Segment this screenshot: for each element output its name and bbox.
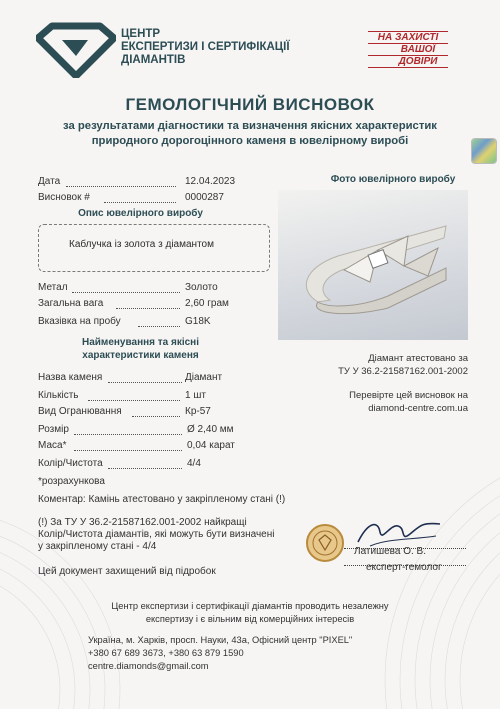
document-title: ГЕМОЛОГІЧНИЙ ВИСНОВОК (125, 95, 375, 114)
gold-seal-icon (305, 523, 345, 563)
expert-name: Латишева О. В. (354, 546, 426, 557)
note-line1: (!) За ТУ У 36.2-21587162.001-2002 найкращі (38, 517, 247, 528)
motto-line1: НА ЗАХИСТІ (368, 31, 448, 44)
comment-text: Коментар: Камінь атестовано у закріпленому стані (!) (38, 494, 286, 505)
ring-illustration (278, 190, 468, 340)
hallmark-label: Вказівка на пробу (38, 316, 121, 327)
size-value: Ø 2,40 мм (187, 424, 234, 435)
stone-name-label: Назва каменя (38, 372, 103, 383)
footer-address: Україна, м. Харків, просп. Науки, 43а, Офісний центр "PIXEL" (88, 635, 353, 645)
qty-label: Кількість (38, 390, 79, 401)
org-name-line3: ДІАМАНТІВ (121, 54, 186, 66)
cut-value: Кр-57 (185, 406, 211, 417)
footer-line1: Центр експертизи і сертифікації діамантів проводить незалежну (111, 601, 389, 611)
subtitle-line2: природного дорогоцінного каменя в ювелірному виробі (91, 135, 409, 147)
date-label: Дата (38, 176, 61, 187)
weight-label: Загальна вага (38, 298, 104, 309)
color-clarity-label: Колір/Чистота (38, 458, 103, 469)
number-value: 0000287 (185, 192, 224, 203)
verify-line1: Перевірте цей висновок на (349, 390, 468, 401)
photo-heading: Фото ювелірного виробу (330, 174, 456, 185)
certified-line2: ТУ У 36.2-21587162.001-2002 (338, 366, 468, 377)
motto-stamp (368, 31, 448, 68)
protected-note: Цей документ захищений від підробок (38, 566, 216, 577)
color-clarity-value: 4/4 (187, 458, 201, 469)
description-value: Каблучка із золота з діамантом (69, 239, 214, 250)
size-label: Розмір (38, 424, 69, 435)
note-line3: у закріпленому стані - 4/4 (38, 541, 157, 552)
verify-link[interactable]: diamond-centre.com.ua (368, 403, 468, 414)
hologram-sticker (472, 139, 496, 163)
footer-email[interactable]: centre.diamonds@gmail.com (88, 661, 209, 671)
ring-photo (278, 190, 468, 340)
metal-value: Золото (185, 282, 218, 293)
stone-heading-line1: Найменування та якісні (82, 337, 199, 348)
footer-line2: експертизу і є вільним від комерційних інтересів (145, 614, 355, 624)
description-heading: Опис ювелірного виробу (78, 208, 203, 219)
cut-label: Вид Огранювання (38, 406, 122, 417)
calculated-note: *розрахункова (38, 476, 105, 487)
org-name-line1: ЦЕНТР (121, 28, 161, 40)
motto-line2: ВАШОЇ (368, 44, 448, 56)
note-line2: Колір/Чистота діамантів, які можуть бути визначені (38, 529, 275, 540)
subtitle-line1: за результатами діагностики та визначення якісних характеристик (63, 120, 437, 132)
stone-heading-line2: характеристики каменя (82, 350, 199, 361)
mass-label: Маса* (38, 440, 67, 451)
diamond-logo-icon (36, 22, 116, 78)
date-value: 12.04.2023 (185, 176, 236, 187)
expert-role: експерт-гемолог (366, 562, 442, 573)
org-name-line2: ЕКСПЕРТИЗИ І СЕРТИФІКАЦІЇ (121, 41, 290, 53)
weight-value: 2,60 грам (185, 298, 229, 309)
hallmark-value: G18K (185, 316, 211, 327)
stone-name-value: Діамант (185, 372, 223, 383)
mass-value: 0,04 карат (187, 440, 235, 451)
metal-label: Метал (38, 282, 68, 293)
motto-line3: ДОВІРИ (368, 56, 448, 68)
number-label: Висновок # (38, 192, 90, 203)
qty-value: 1 шт (185, 390, 206, 401)
description-box (38, 224, 270, 272)
footer-phones: +380 67 689 3673, +380 63 879 1590 (88, 648, 244, 658)
certified-line1: Діамант атестовано за (368, 353, 468, 364)
